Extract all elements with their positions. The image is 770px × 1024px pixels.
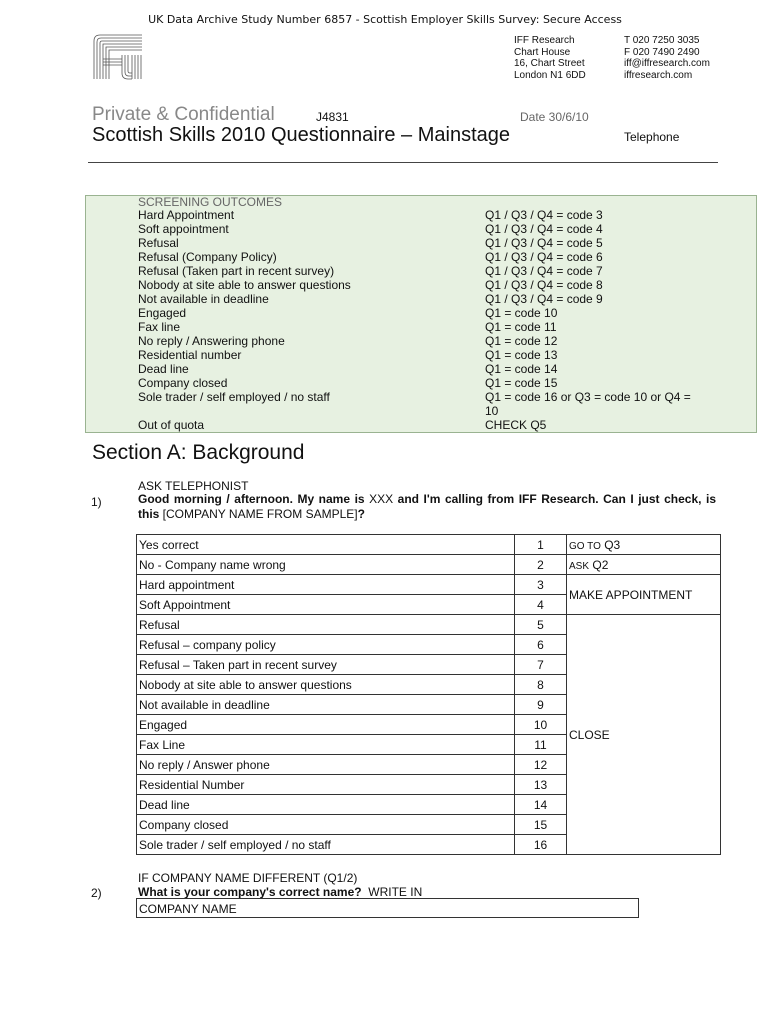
q1-option-row[interactable]	[137, 575, 721, 595]
q1-option-label: Company closed	[137, 815, 515, 835]
screening-outcome-code: Q1 / Q3 / Q4 = code 5	[485, 236, 603, 250]
q1-option-code[interactable]: 1	[515, 535, 567, 555]
screening-outcome-label: Nobody at site able to answer questions	[138, 278, 351, 292]
interview-mode: Telephone	[624, 130, 680, 144]
q2-question: What is your company's correct name?	[138, 885, 362, 899]
q1-option-code[interactable]: 14	[515, 795, 567, 815]
q1-sample-placeholder: [COMPANY NAME FROM SAMPLE]	[162, 507, 358, 521]
screening-heading: SCREENING OUTCOMES	[138, 195, 283, 209]
q1-option-label: Refusal	[137, 615, 515, 635]
q1-option-row[interactable]	[137, 535, 721, 555]
q1-instruction: ASK TELEPHONIST	[138, 479, 249, 493]
screening-outcome-label: Out of quota	[138, 418, 205, 432]
q2-instruction: IF COMPANY NAME DIFFERENT (Q1/2)	[138, 871, 358, 885]
q1-option-label: No reply / Answer phone	[137, 755, 515, 775]
screening-outcome-label: Fax line	[138, 320, 181, 334]
company-name-field[interactable]: COMPANY NAME	[136, 898, 639, 918]
contact-fax: F 020 7490 2490	[624, 46, 700, 58]
route-label: MAKE APPOINTMENT	[569, 587, 693, 602]
route-prefix: GO TO	[569, 540, 601, 552]
screening-outcome-code: Q1 = code 12	[485, 334, 558, 348]
q1-text-part: ?	[357, 507, 365, 521]
screening-outcome-code: Q1 / Q3 / Q4 = code 8	[485, 278, 603, 292]
iff-logo-icon	[92, 33, 144, 81]
document-date: Date 30/6/10	[520, 110, 589, 124]
q1-option-label: Sole trader / self employed / no staff	[137, 835, 515, 855]
screening-outcome-label: Hard Appointment	[138, 208, 235, 222]
q1-answer-table	[136, 534, 721, 855]
q1-option-label: Yes correct	[137, 535, 515, 555]
screening-outcome-code: Q1 = code 11	[485, 320, 557, 334]
screening-outcome-label: Residential number	[138, 348, 242, 362]
screening-outcome-code: Q1 / Q3 / Q4 = code 6	[485, 250, 603, 264]
header-divider	[88, 162, 718, 163]
q1-option-label: Engaged	[137, 715, 515, 735]
q1-option-label: No - Company name wrong	[137, 555, 515, 575]
screening-outcome-label: Dead line	[138, 362, 189, 376]
screening-outcome-label: Refusal	[138, 236, 179, 250]
confidential-label: Private & Confidential	[92, 104, 275, 125]
company-contact	[624, 35, 710, 81]
contact-website: iffresearch.com	[624, 69, 693, 81]
address-line: IFF Research	[514, 35, 575, 46]
route-target: Q3	[604, 537, 621, 552]
q1-option-label: Soft Appointment	[137, 595, 515, 615]
q1-option-code[interactable]: 12	[515, 755, 567, 775]
q1-option-code[interactable]: 5	[515, 615, 567, 635]
screening-outcome-label: Not available in deadline	[138, 292, 269, 306]
screening-outcome-code: Q1 = code 16 or Q3 = code 10 or Q4 = 10	[485, 390, 691, 418]
q1-option-code[interactable]: 13	[515, 775, 567, 795]
company-address	[514, 35, 586, 81]
archive-banner: UK Data Archive Study Number 6857 - Scottish Employer Skills Survey: Secure Access	[148, 13, 622, 26]
screening-outcome-code: Q1 / Q3 / Q4 = code 9	[485, 292, 603, 306]
q1-route-make-appointment	[567, 575, 721, 615]
q1-question-text	[138, 492, 716, 522]
q1-option-code[interactable]: 11	[515, 735, 567, 755]
address-line: Chart House	[514, 46, 571, 58]
q1-option-code[interactable]: 10	[515, 715, 567, 735]
screening-outcome-label: Refusal (Company Policy)	[138, 250, 277, 264]
document-title: Scottish Skills 2010 Questionnaire – Mainstage	[92, 124, 511, 146]
screening-outcome-label: Company closed	[138, 376, 228, 390]
contact-email: iff@iffresearch.com	[624, 58, 710, 69]
screening-outcome-code: Q1 = code 14	[485, 362, 558, 376]
q1-number: 1)	[91, 495, 102, 509]
q1-text-part: and I'm calling from IFF Research. Can I just check, is this	[138, 492, 717, 521]
q1-option-label: Refusal – company policy	[137, 635, 515, 655]
q2-number: 2)	[91, 886, 102, 900]
q1-option-code[interactable]: 6	[515, 635, 567, 655]
contact-phone: T 020 7250 3035	[624, 35, 700, 46]
q1-option-label: Dead line	[137, 795, 515, 815]
address-line: 16, Chart Street	[514, 58, 585, 69]
route-label: CLOSE	[569, 727, 610, 742]
screening-outcome-label: Sole trader / self employed / no staff	[138, 390, 330, 404]
screening-outcome-label: No reply / Answering phone	[138, 334, 285, 348]
q1-text-part: Good morning / afternoon. My name is	[138, 492, 370, 506]
screening-outcome-code: Q1 = code 15	[485, 376, 558, 390]
screening-outcome-label: Refusal (Taken part in recent survey)	[138, 264, 335, 278]
q1-option-code[interactable]: 7	[515, 655, 567, 675]
q2-question-text	[138, 885, 422, 899]
q1-route-goto	[567, 535, 721, 555]
screening-outcome-code: Q1 = code 10	[485, 306, 558, 320]
screening-outcome-code: Q1 / Q3 / Q4 = code 3	[485, 208, 603, 222]
screening-outcome-code: Q1 / Q3 / Q4 = code 7	[485, 264, 603, 278]
q1-option-code[interactable]: 15	[515, 815, 567, 835]
q1-option-code[interactable]: 9	[515, 695, 567, 715]
q1-option-code[interactable]: 2	[515, 555, 567, 575]
screening-outcome-code: Q1 = code 13	[485, 348, 558, 362]
q2-write-in: WRITE IN	[368, 885, 423, 899]
q1-option-label: Refusal – Taken part in recent survey	[137, 655, 515, 675]
section-heading: Section A: Background	[92, 441, 305, 464]
screening-outcome-code: Q1 / Q3 / Q4 = code 4	[485, 222, 603, 236]
q1-option-label: Fax Line	[137, 735, 515, 755]
q1-option-code[interactable]: 3	[515, 575, 567, 595]
q1-option-label: Not available in deadline	[137, 695, 515, 715]
job-code: J4831	[316, 110, 349, 124]
q1-option-label: Hard appointment	[137, 575, 515, 595]
q1-interviewer-name: XXX	[369, 492, 394, 506]
q1-route-ask	[567, 555, 721, 575]
screening-outcome-label: Soft appointment	[138, 222, 229, 236]
q1-route-close	[567, 615, 721, 855]
route-target: Q2	[592, 557, 609, 572]
address-line: London N1 6DD	[514, 69, 586, 81]
q1-option-row[interactable]	[137, 615, 721, 635]
q1-option-code[interactable]: 16	[515, 835, 567, 855]
q1-option-code[interactable]: 4	[515, 595, 567, 615]
q1-option-label: Residential Number	[137, 775, 515, 795]
q1-option-label: Nobody at site able to answer questions	[137, 675, 515, 695]
q1-option-code[interactable]: 8	[515, 675, 567, 695]
screening-outcome-label: Engaged	[138, 306, 187, 320]
screening-outcome-code: CHECK Q5	[485, 418, 547, 432]
q1-option-row[interactable]	[137, 555, 721, 575]
route-prefix: ASK	[569, 560, 590, 572]
